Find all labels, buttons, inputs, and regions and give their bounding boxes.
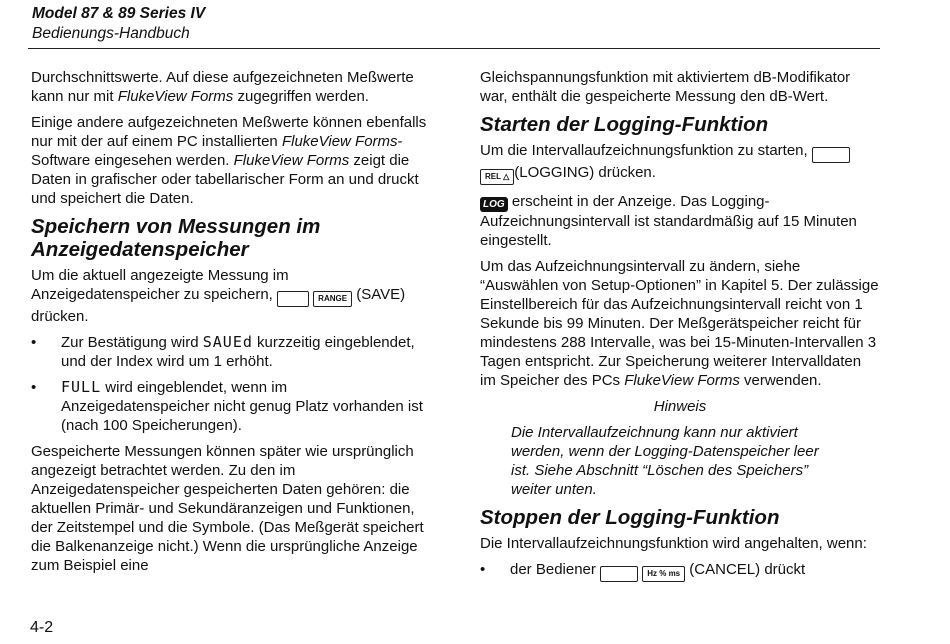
list-item: • der Bediener Hz % ms (CANCEL) drückt: [480, 560, 880, 582]
paragraph: Durchschnittswerte. Auf diese aufgezeichneten Meßwerte kann nur mit FlukeView Forms zugegriffen werden.: [31, 69, 414, 105]
header-rule: [28, 48, 880, 49]
section-heading-save: Speichern von Messungen im Anzeigedatenspeicher: [31, 215, 321, 261]
blank-key-icon: [600, 566, 638, 582]
list-item: • Zur Bestätigung wird SAUEd kurzzeitig eingeblendet, und der Index wird um 1 erhöht.: [31, 333, 415, 370]
note-heading: Hinweis: [653, 398, 707, 415]
paragraph: Gespeicherte Messungen können später wie ursprünglich angezeigt betrachtet werden. Zu den im Anzeigedatenspeicher gespeicherten Daten gehören: die aktuellen Primär- und Sekundäranzeigen und Funktionen, der Zeitstempel und die Symbole. (Das Meßgerät speichert die Balkenanzeige nicht.) Wenn die ursprüngliche Anzeige zum Beispiel eine: [31, 443, 424, 574]
lcd-full-readout: FULL: [61, 378, 102, 396]
section-heading-start: Starten der Logging-Funktion: [480, 113, 769, 136]
bullet-list: [480, 560, 880, 582]
blank-key-icon: [277, 291, 309, 307]
paragraph: LOG erscheint in der Anzeige. Das Logging-Aufzeichnungsintervall ist standardmäßig auf 15 Minuten eingestellt.: [480, 193, 857, 249]
blank-key-icon: [812, 147, 850, 163]
list-item: • FULL wird eingeblendet, wenn im Anzeigedatenspeicher nicht genug Platz vorhanden ist (nach 100 Speicherungen).: [31, 378, 423, 434]
page-number: 4-2: [30, 619, 54, 636]
right-column: [480, 68, 880, 589]
paragraph: Um die aktuell angezeigte Messung im Anzeigedatenspeicher zu speichern, RANGE (SAVE) drücken.: [31, 267, 406, 325]
header-subtitle: Bedienungs-Handbuch: [32, 25, 190, 42]
paragraph: Um das Aufzeichnungsintervall zu ändern, siehe “Auswählen von Setup-Optionen” in Kapitel 5. Der zulässige Einstellbereich für das Aufzeichnungsintervall reicht von 1 Sekunde bis 99 Minuten. Der Meßgerätspeicher reicht für mindestens 288 Intervalle, was bei 15-Minuten-Intervallen 3 Tagen entspricht. Zur Speicherung weiterer Intervalldaten im Speicher des PCs FlukeView Forms verwenden.: [480, 258, 879, 389]
range-key-icon: RANGE: [313, 291, 352, 307]
lcd-saved-readout: SAUEd: [202, 333, 253, 351]
header-title: Model 87 & 89 Series IV: [32, 5, 206, 22]
bullet-icon: •: [31, 379, 37, 396]
section-heading-stop: Stoppen der Logging-Funktion: [480, 506, 780, 529]
rel-key-icon: REL △: [480, 169, 514, 185]
bullet-icon: •: [480, 561, 486, 578]
note-text: Die Intervallaufzeichnung kann nur aktiviert werden, wenn der Logging-Datenspeicher leer ist. Siehe Abschnitt “Löschen des Speichers” weiter unten.: [511, 424, 819, 498]
left-column: [31, 68, 431, 582]
bullet-icon: •: [31, 334, 37, 351]
bullet-list: [31, 333, 431, 435]
paragraph: Einige andere aufgezeichneten Meßwerte können ebenfalls nur mit der auf einem PC installierten FlukeView Forms-Software eingesehen werden. FlukeView Forms zeigt die Daten in grafischer oder tabellarischer Form an und druckt und speichert die Daten.: [31, 114, 427, 207]
log-annunciator-icon: LOG: [480, 197, 508, 212]
paragraph: Gleichspannungsfunktion mit aktiviertem dB-Modifikator war, enthält die gespeicherte Messung den dB-Wert.: [480, 69, 851, 105]
hz-key-icon: Hz % ms: [642, 566, 685, 582]
paragraph: Die Intervallaufzeichnungsfunktion wird angehalten, wenn:: [480, 535, 867, 552]
paragraph: Um die Intervallaufzeichnungsfunktion zu starten, REL △ (LOGGING) drücken.: [480, 141, 880, 185]
